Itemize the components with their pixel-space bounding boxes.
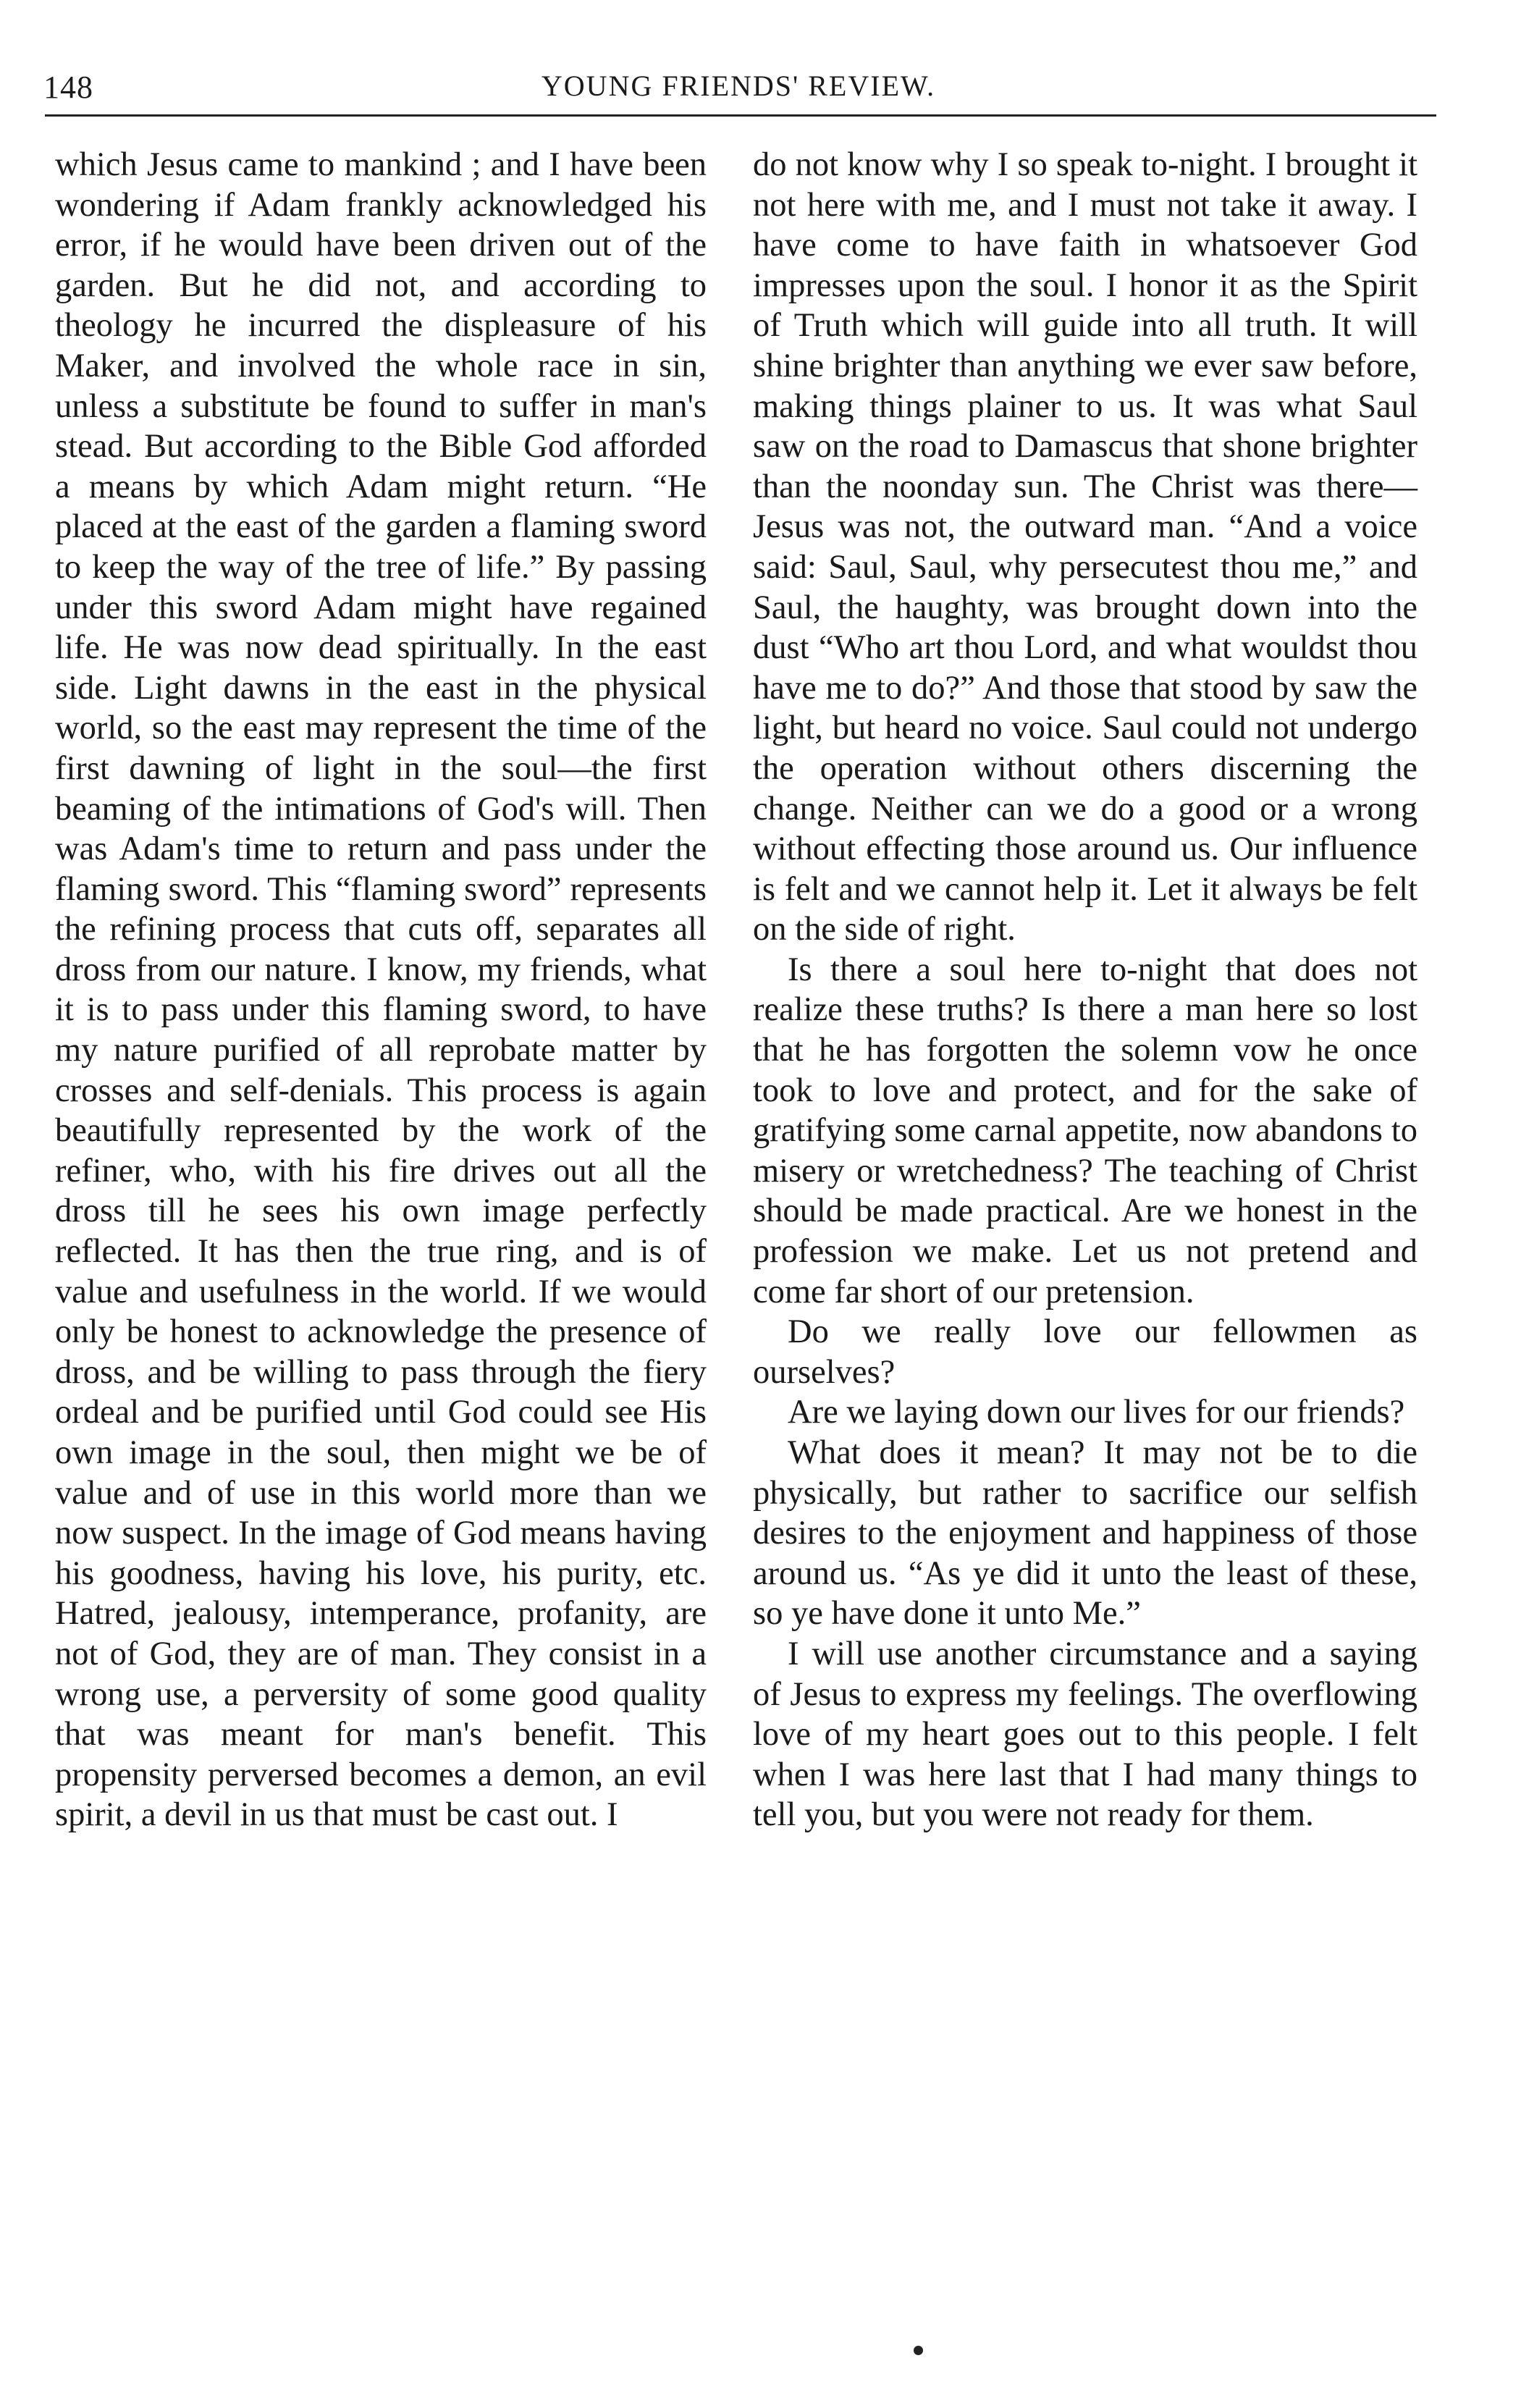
header-rule	[45, 114, 1436, 117]
paragraph: Is there a soul here to-night that does not realize these truths? Is there a man here so lost that he has forgotten the solemn vow he once took to love and protect, and for the sake of gratifying some carnal appetite, now abandons to misery or wretchedness? The teaching of Christ should be made practical. Are we honest in the profession we make. Let us not pretend and come far short of our pretension.	[753, 951, 1417, 1310]
journal-title: YOUNG FRIENDS' REVIEW.	[541, 70, 936, 102]
paragraph: Are we laying down our lives for our friends?	[788, 1394, 1405, 1431]
right-column	[753, 145, 1417, 1835]
paragraph: What does it mean? It may not be to die physically, but rather to sacrifice our selfish desires to the enjoyment and happiness of those around us. “As ye did it unto the least of these, so ye have done it unto Me.”	[753, 1434, 1417, 1633]
running-head	[43, 69, 1433, 112]
page-number: 148	[43, 70, 93, 105]
left-column	[55, 145, 707, 1835]
paragraph: do not know why I so speak to-night. I brought it not here with me, and I must not take it away. I have come to have faith in whatsoever God impresses upon the soul. I honor it as the Spirit of Truth which will guide into all truth. It will shine brighter than anything we ever saw before, making things plainer to us. It was what Saul saw on the road to Damascus that shone brighter than the noonday sun. The Christ was there—Jesus was not, the outward man. “And a voice said: Saul, Saul, why persecutest thou me,” and Saul, the haughty, was brought down into the dust “Who art thou Lord, and what wouldst thou have me to do?” And those that stood by saw the light, but heard no voice. Saul could not undergo the operation without others discerning the change. Neither can we do a good or a wrong without effecting those around us. Our influence is felt and we cannot help it. Let it always be felt on the side of right.	[753, 146, 1417, 948]
paragraph: Do we really love our fellowmen as ourselves?	[753, 1313, 1417, 1391]
footer-ornament	[914, 2346, 923, 2355]
paragraph: which Jesus came to mankind ; and I have been wondering if Adam frankly acknowledged his error, if he would have been driven out of the garden. But he did not, and according to theology he incurred the displeasure of his Maker, and involved the whole race in sin, unless a substitute be found to suffer in man's stead. But according to the Bible God afforded a means by which Adam might return. “He placed at the east of the garden a flaming sword to keep the way of the tree of life.” By passing under this sword Adam might have regained life. He was now dead spiritually. In the east side. Light dawns in the east in the physical world, so the east may represent the time of the first dawning of light in the soul—the first beaming of the intimations of God's will. Then was Adam's time to return and pass under the flaming sword. This “flaming sword” represents the refining process that cuts off, separates all dross from our nature. I know, my friends, what it is to pass under this flaming sword, to have my nature purified of all reprobate matter by crosses and self-denials. This process is again beautifully represented by the work of the refiner, who, with his fire drives out all the dross till he sees his own image perfectly reflected. It has then the true ring, and is of value and usefulness in the world. If we would only be honest to acknowledge the presence of dross, and be willing to pass through the fiery ordeal and be purified until God could see His own image in the soul, then might we be of value and of use in this world more than we now suspect. In the image of God means having his goodness, having his love, his purity, etc. Hatred, jealousy, intemperance, profanity, are not of God, they are of man. They consist in a wrong use, a perversity of some good quality that was meant for man's benefit. This propensity perversed becomes a demon, an evil spirit, a devil in us that must be cast out. I	[55, 146, 707, 1834]
paragraph: I will use another circumstance and a saying of Jesus to express my feelings. The overflowing love of my heart goes out to this people. I felt when I was here last that I had many things to tell you, but you were not ready for them.	[753, 1635, 1417, 1834]
